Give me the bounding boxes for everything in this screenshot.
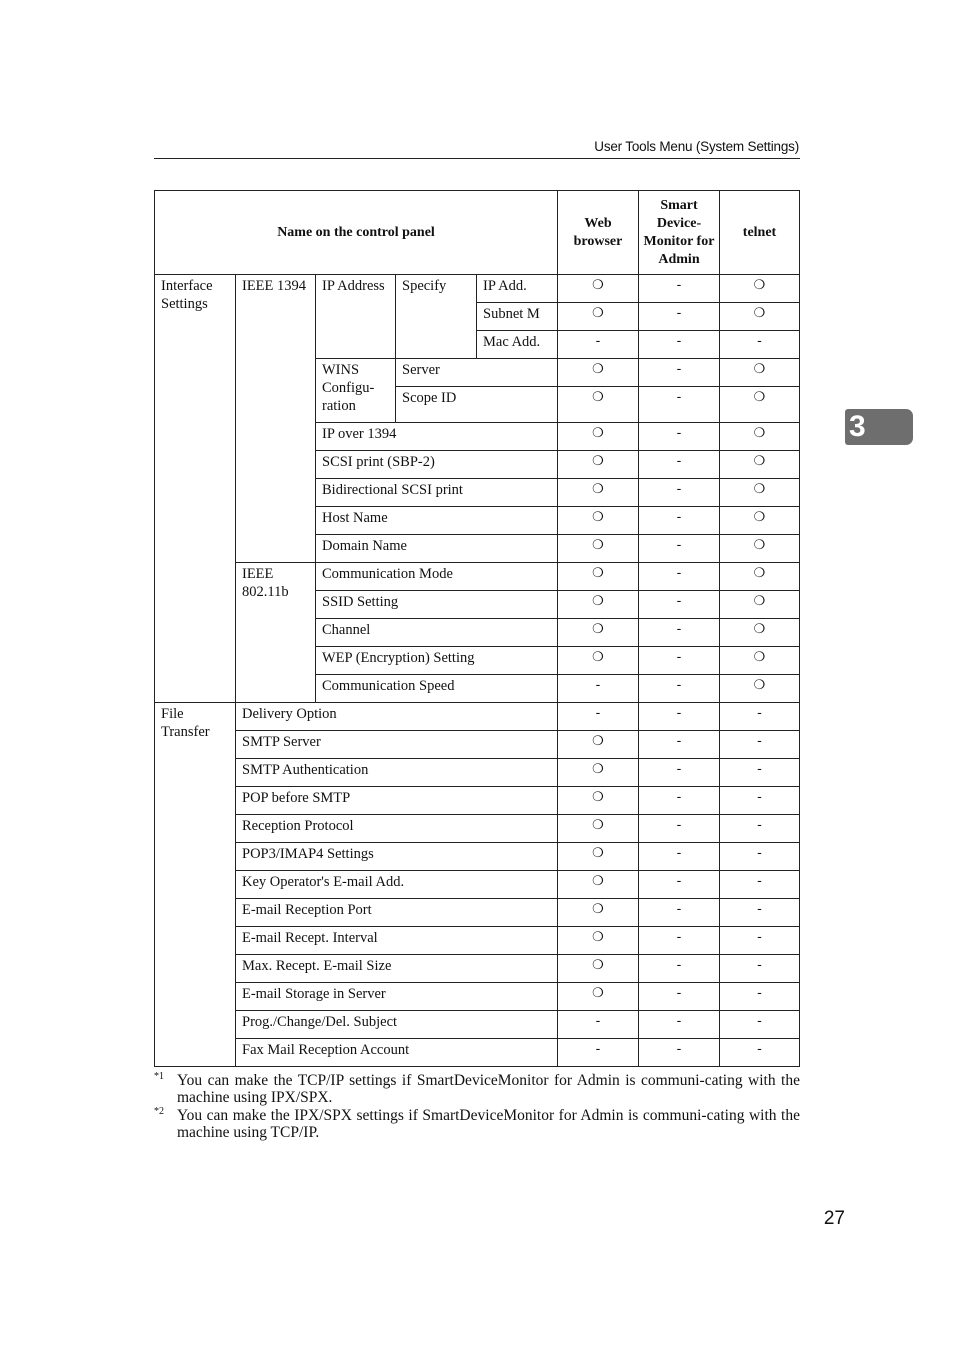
- smart-value: -: [639, 815, 720, 843]
- smart-value: -: [639, 359, 720, 387]
- web-value: ❍: [558, 423, 639, 451]
- row-label: WEP (Encryption) Setting: [316, 647, 558, 675]
- telnet-value: -: [720, 955, 800, 983]
- smart-value: -: [639, 983, 720, 1011]
- row-label: Bidirectional SCSI print: [316, 479, 558, 507]
- header-row: [155, 191, 800, 275]
- table-row: [155, 899, 800, 927]
- table-row: [155, 815, 800, 843]
- web-value: ❍: [558, 815, 639, 843]
- web-value: -: [558, 675, 639, 703]
- row-label: Prog./Change/Del. Subject: [236, 1011, 558, 1039]
- footnote-text: You can make the TCP/IP settings if SmartDeviceMonitor for Admin is communi-cating with the machine using IPX/SPX.: [177, 1072, 800, 1106]
- smart-value: -: [639, 787, 720, 815]
- smart-value: -: [639, 507, 720, 535]
- footnote: [154, 1107, 800, 1141]
- web-value: ❍: [558, 787, 639, 815]
- web-value: ❍: [558, 591, 639, 619]
- smart-value: -: [639, 619, 720, 647]
- row-label: Delivery Option: [236, 703, 558, 731]
- row-label: Host Name: [316, 507, 558, 535]
- row-label: Communication Speed: [316, 675, 558, 703]
- telnet-value: -: [720, 871, 800, 899]
- table-row: [155, 1039, 800, 1067]
- telnet-value: ❍: [720, 675, 800, 703]
- web-value: ❍: [558, 619, 639, 647]
- table-row: [155, 927, 800, 955]
- telnet-value: ❍: [720, 303, 800, 331]
- row-label: POP3/IMAP4 Settings: [236, 843, 558, 871]
- web-value: ❍: [558, 563, 639, 591]
- running-head: User Tools Menu (System Settings): [594, 139, 799, 154]
- web-value: -: [558, 703, 639, 731]
- telnet-value: ❍: [720, 591, 800, 619]
- row-label: SMTP Authentication: [236, 759, 558, 787]
- smart-value: -: [639, 275, 720, 303]
- smart-value: -: [639, 479, 720, 507]
- smart-value: -: [639, 1039, 720, 1067]
- footnote: [154, 1072, 800, 1106]
- smart-value: -: [639, 871, 720, 899]
- telnet-value: -: [720, 787, 800, 815]
- web-value: ❍: [558, 275, 639, 303]
- group-ieee-802-11b: IEEE 802.11b: [236, 563, 316, 703]
- smart-value: -: [639, 423, 720, 451]
- header-rule: [154, 158, 800, 159]
- smart-value: -: [639, 563, 720, 591]
- web-value: ❍: [558, 899, 639, 927]
- telnet-value: -: [720, 731, 800, 759]
- row-label: Key Operator's E-mail Add.: [236, 871, 558, 899]
- web-value: ❍: [558, 871, 639, 899]
- web-value: ❍: [558, 303, 639, 331]
- web-value: ❍: [558, 479, 639, 507]
- header-smart-device-monitor: Smart Device-Monitor for Admin: [639, 191, 720, 275]
- telnet-value: ❍: [720, 507, 800, 535]
- web-value: -: [558, 331, 639, 359]
- group-file-transfer: File Transfer: [155, 703, 236, 1067]
- row-label: Mac Add.: [477, 331, 558, 359]
- telnet-value: -: [720, 1011, 800, 1039]
- smart-value: -: [639, 303, 720, 331]
- row-label: Subnet M: [477, 303, 558, 331]
- smart-value: -: [639, 387, 720, 423]
- row-label: E-mail Recept. Interval: [236, 927, 558, 955]
- telnet-value: ❍: [720, 359, 800, 387]
- telnet-value: ❍: [720, 563, 800, 591]
- telnet-value: ❍: [720, 423, 800, 451]
- header-web-browser: Web browser: [558, 191, 639, 275]
- row-label: Scope ID: [396, 387, 558, 423]
- row-label: SCSI print (SBP-2): [316, 451, 558, 479]
- telnet-value: -: [720, 759, 800, 787]
- web-value: ❍: [558, 927, 639, 955]
- smart-value: -: [639, 843, 720, 871]
- smart-value: -: [639, 927, 720, 955]
- row-label: Server: [396, 359, 558, 387]
- table-row: [155, 759, 800, 787]
- smart-value: -: [639, 703, 720, 731]
- page-number: 27: [823, 1208, 845, 1229]
- row-label: IP Add.: [477, 275, 558, 303]
- group-ip-address: IP Address: [316, 275, 396, 359]
- row-label: Channel: [316, 619, 558, 647]
- table-row: [155, 731, 800, 759]
- row-label: Communication Mode: [316, 563, 558, 591]
- row-label: Max. Recept. E-mail Size: [236, 955, 558, 983]
- smart-value: -: [639, 535, 720, 563]
- header-name: Name on the control panel: [155, 191, 558, 275]
- smart-value: -: [639, 451, 720, 479]
- row-label: E-mail Storage in Server: [236, 983, 558, 1011]
- web-value: ❍: [558, 359, 639, 387]
- web-value: ❍: [558, 983, 639, 1011]
- smart-value: -: [639, 591, 720, 619]
- telnet-value: -: [720, 927, 800, 955]
- web-value: ❍: [558, 731, 639, 759]
- table-row: [155, 703, 800, 731]
- table-row: [155, 787, 800, 815]
- web-value: ❍: [558, 955, 639, 983]
- web-value: ❍: [558, 759, 639, 787]
- chapter-tab: 3: [845, 409, 913, 445]
- telnet-value: ❍: [720, 535, 800, 563]
- telnet-value: -: [720, 703, 800, 731]
- group-ieee-1394: IEEE 1394: [236, 275, 316, 563]
- smart-value: -: [639, 731, 720, 759]
- telnet-value: -: [720, 331, 800, 359]
- header-telnet: telnet: [720, 191, 800, 275]
- smart-value: -: [639, 331, 720, 359]
- telnet-value: -: [720, 983, 800, 1011]
- smart-value: -: [639, 1011, 720, 1039]
- table-row: [155, 983, 800, 1011]
- table-row: [155, 1011, 800, 1039]
- telnet-value: -: [720, 899, 800, 927]
- web-value: ❍: [558, 451, 639, 479]
- telnet-value: -: [720, 843, 800, 871]
- group-interface-settings: Interface Settings: [155, 275, 236, 703]
- telnet-value: ❍: [720, 479, 800, 507]
- group-wins-configuration: WINS Configu- ration: [316, 359, 396, 423]
- table-row: [155, 871, 800, 899]
- telnet-value: ❍: [720, 275, 800, 303]
- row-label: Reception Protocol: [236, 815, 558, 843]
- web-value: ❍: [558, 387, 639, 423]
- table-row: [155, 955, 800, 983]
- telnet-value: ❍: [720, 387, 800, 423]
- telnet-value: ❍: [720, 619, 800, 647]
- row-label: POP before SMTP: [236, 787, 558, 815]
- telnet-value: ❍: [720, 451, 800, 479]
- smart-value: -: [639, 759, 720, 787]
- web-value: ❍: [558, 843, 639, 871]
- group-specify: Specify: [396, 275, 477, 359]
- smart-value: -: [639, 647, 720, 675]
- settings-table: [154, 190, 800, 1067]
- web-value: ❍: [558, 507, 639, 535]
- smart-value: -: [639, 955, 720, 983]
- web-value: ❍: [558, 647, 639, 675]
- row-label: SSID Setting: [316, 591, 558, 619]
- telnet-value: -: [720, 1039, 800, 1067]
- row-label: SMTP Server: [236, 731, 558, 759]
- telnet-value: -: [720, 815, 800, 843]
- web-value: -: [558, 1039, 639, 1067]
- table-row: [155, 563, 800, 591]
- footnote-text: You can make the IPX/SPX settings if SmartDeviceMonitor for Admin is communi-cating with the machine using TCP/IP.: [177, 1107, 800, 1141]
- web-value: -: [558, 1011, 639, 1039]
- web-value: ❍: [558, 535, 639, 563]
- row-label: Fax Mail Reception Account: [236, 1039, 558, 1067]
- table-row: [155, 843, 800, 871]
- footnote-mark: *1: [154, 1071, 164, 1082]
- footnotes: [154, 1072, 800, 1142]
- row-label: Domain Name: [316, 535, 558, 563]
- footnote-mark: *2: [154, 1106, 164, 1117]
- telnet-value: ❍: [720, 647, 800, 675]
- smart-value: -: [639, 899, 720, 927]
- table-row: [155, 275, 800, 303]
- smart-value: -: [639, 675, 720, 703]
- row-label: IP over 1394: [316, 423, 558, 451]
- row-label: E-mail Reception Port: [236, 899, 558, 927]
